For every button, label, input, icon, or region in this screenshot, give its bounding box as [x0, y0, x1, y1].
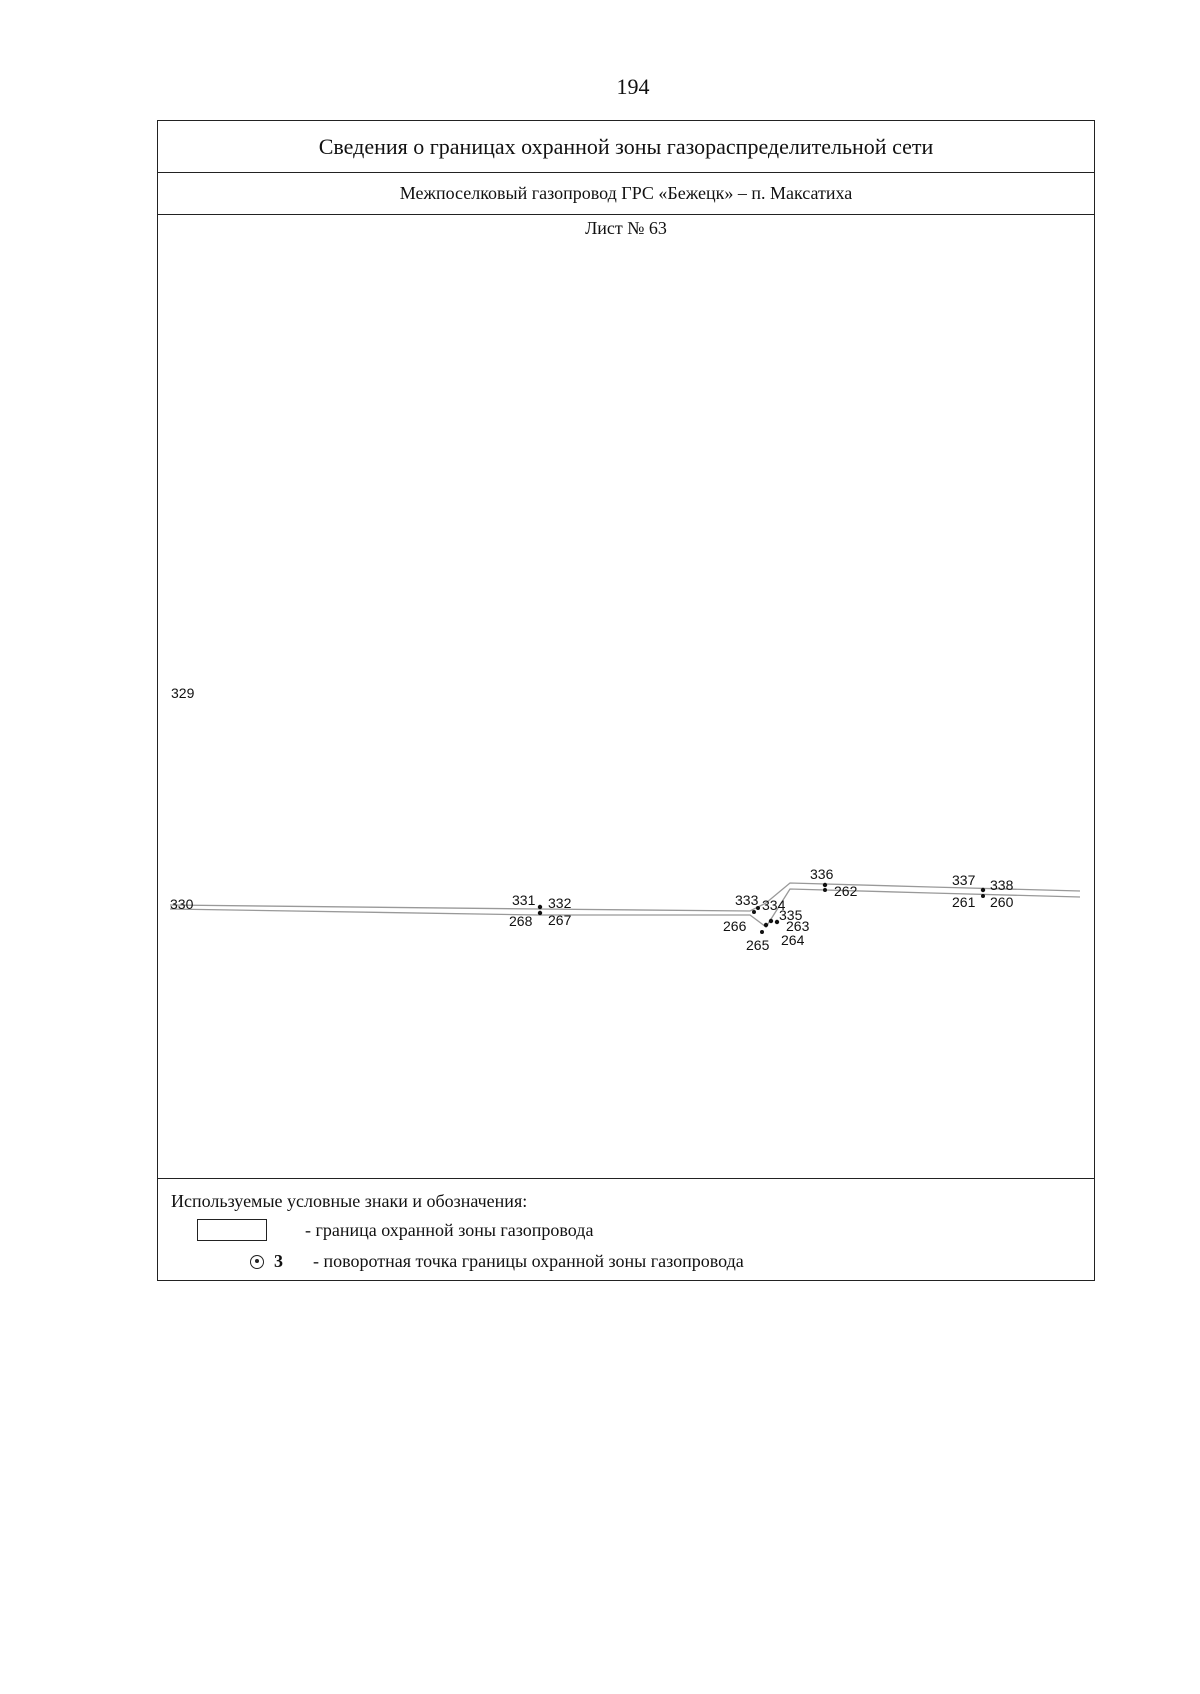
- point-label-261: 261: [952, 894, 976, 910]
- turning-point: [981, 888, 985, 892]
- point-label-266: 266: [723, 918, 747, 934]
- turning-point: [823, 883, 827, 887]
- boundary-line-lower: [170, 889, 1080, 927]
- page-number: 194: [616, 74, 650, 99]
- point-label-263: 263: [786, 918, 810, 934]
- point-label-267: 267: [548, 912, 572, 928]
- legend-boundary-text: - граница охранной зоны газопровода: [305, 1219, 594, 1240]
- boundary-line-upper: [170, 883, 1080, 911]
- turning-point: [764, 923, 768, 927]
- legend-point-number: 3: [274, 1251, 283, 1271]
- point-label-335: 335: [779, 907, 803, 923]
- document-frame: [157, 120, 1095, 1281]
- point-label-260: 260: [990, 894, 1014, 910]
- point-labels: [170, 685, 1014, 953]
- turning-point: [538, 905, 542, 909]
- point-label-337: 337: [952, 872, 976, 888]
- boundary-map-drawing: [158, 215, 1093, 1177]
- turning-point: [538, 911, 542, 915]
- point-label-262: 262: [834, 883, 858, 899]
- turning-point-icon: [250, 1255, 264, 1269]
- point-label-264: 264: [781, 932, 805, 948]
- point-label-330: 330: [170, 896, 194, 912]
- boundary-map: [158, 215, 1094, 1179]
- point-label-336: 336: [810, 866, 834, 882]
- point-label-265: 265: [746, 937, 770, 953]
- pipeline-subtitle: Межпоселковый газопровод ГРС «Бежецк» – п. Максатиха: [158, 173, 1094, 215]
- point-label-268: 268: [509, 913, 533, 929]
- point-label-332: 332: [548, 895, 572, 911]
- legend-item-boundary: [197, 1219, 593, 1241]
- legend-item-turning-point: [250, 1251, 744, 1272]
- point-label-334: 334: [762, 897, 786, 913]
- turning-point: [981, 894, 985, 898]
- turning-point: [823, 888, 827, 892]
- legend: [158, 1179, 1094, 1282]
- turning-point: [769, 919, 773, 923]
- point-label-333: 333: [735, 892, 759, 908]
- point-label-338: 338: [990, 877, 1014, 893]
- point-label-329: 329: [171, 685, 195, 701]
- legend-title: Используемые условные знаки и обозначения:: [171, 1191, 528, 1211]
- sheet-number: Лист № 63: [585, 218, 667, 238]
- protection-zone-boundary: [170, 883, 1080, 927]
- point-label-331: 331: [512, 892, 536, 908]
- boundary-symbol: [197, 1219, 267, 1241]
- legend-point-text: - поворотная точка границы охранной зоны газопровода: [313, 1251, 744, 1271]
- document-title: Сведения о границах охранной зоны газораспределительной сети: [158, 121, 1094, 173]
- turning-point: [752, 910, 756, 914]
- turning-point: [760, 930, 764, 934]
